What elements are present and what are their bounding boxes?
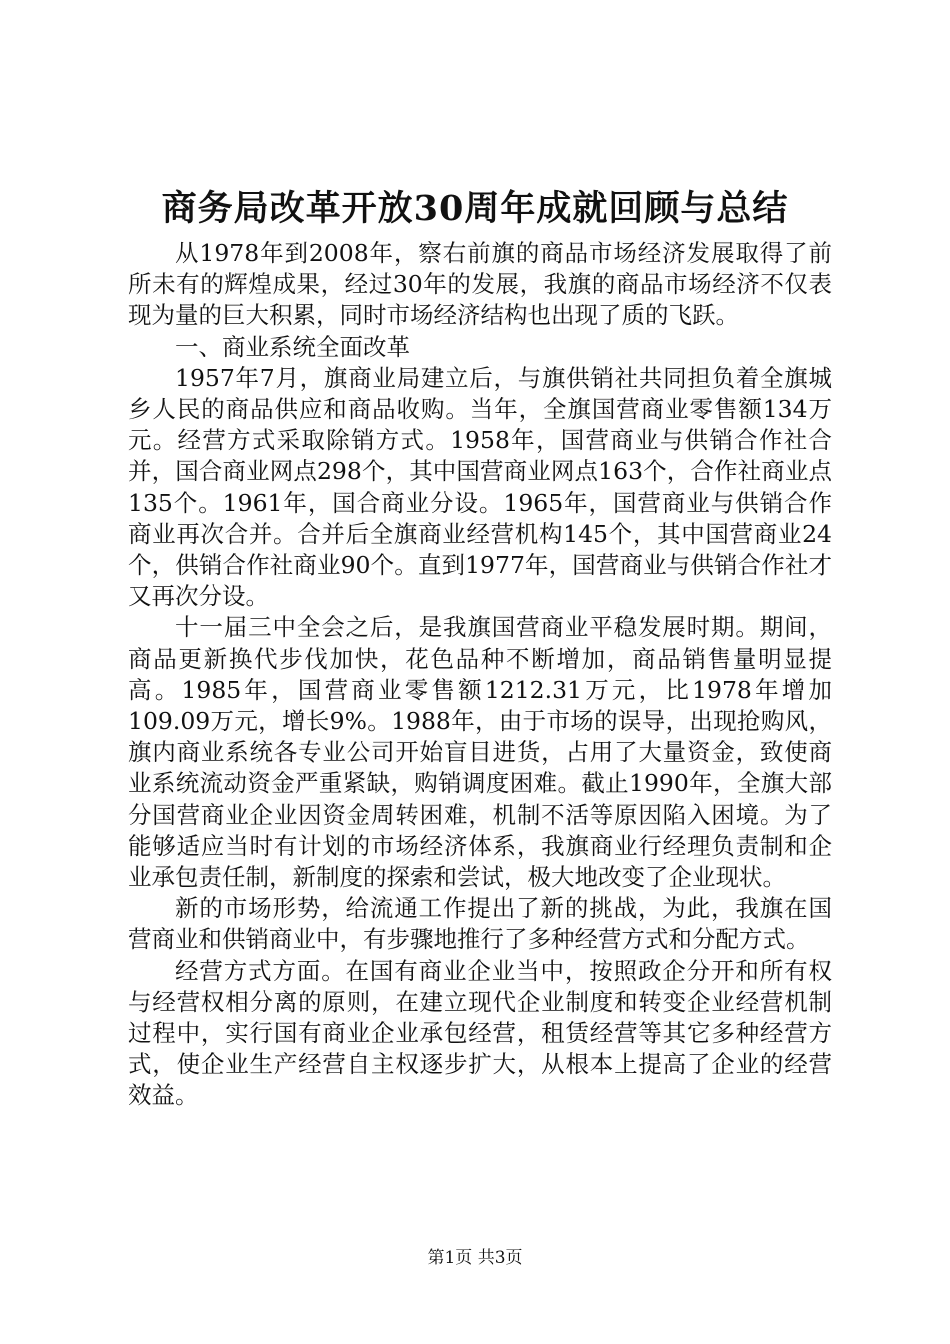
paragraph-intro: 从1978年到2008年，察右前旗的商品市场经济发展取得了前所未有的辉煌成果，经过30年的发展，我旗的商品市场经济不仅表现为量的巨大积累，同时市场经济结构也出现了质的飞跃。: [128, 239, 832, 330]
paragraph-challenge: 新的市场形势，给流通工作提出了新的挑战，为此，我旗在国营商业和供销商业中，有步骤地推行了多种经营方式和分配方式。: [128, 894, 832, 954]
section-heading: 一、商业系统全面改革: [175, 332, 410, 361]
paragraph-development: 十一届三中全会之后，是我旗国营商业平稳发展时期。期间，商品更新换代步伐加快，花色品种不断增加，商品销售量明显提高。1985年，国营商业零售额1212.31万元，比1978年增加109.09万元，增长9%。1988年，由于市场的误导，出现抢购风，旗内商业系统各专业公司开始盲目进货，占用了大量资金，致使商业系统流动资金严重紧缺，购销调度困难。截止1990年，全旗大部分国营商业企业因资金周转困难，机制不活等原因陷入困境。为了能够适应当时有计划的市场经济体系，我旗商业行经理负责制和企业承包责任制，新制度的探索和尝试，极大地改变了企业现状。: [128, 613, 832, 892]
document-title: 商务局改革开放30周年成就回顾与总结: [161, 188, 789, 229]
paragraph-history: 1957年7月，旗商业局建立后，与旗供销社共同担负着全旗城乡人民的商品供应和商品收购。当年，全旗国营商业零售额134万元。经营方式采取除销方式。1958年，国营商业与供销合作社合并，国合商业网点298个，其中国营商业网点163个，合作社商业点135个。1961年，国合商业分设。1965年，国营商业与供销合作商业再次合并。合并后全旗商业经营机构145个，其中国营商业24个，供销合作社商业90个。直到1977年，国营商业与供销合作社才又再次分设。: [128, 363, 832, 611]
paragraph-operation-mode: 经营方式方面。在国有商业企业当中，按照政企分开和所有权与经营权相分离的原则，在建立现代企业制度和转变企业经营机制过程中，实行国有商业企业承包经营，租赁经营等其它多种经营方式，使企业生产经营自主权逐步扩大，从根本上提高了企业的经营效益。: [128, 956, 832, 1110]
document-body: [128, 238, 832, 1112]
page-footer: 第1页 共3页: [427, 1248, 523, 1268]
